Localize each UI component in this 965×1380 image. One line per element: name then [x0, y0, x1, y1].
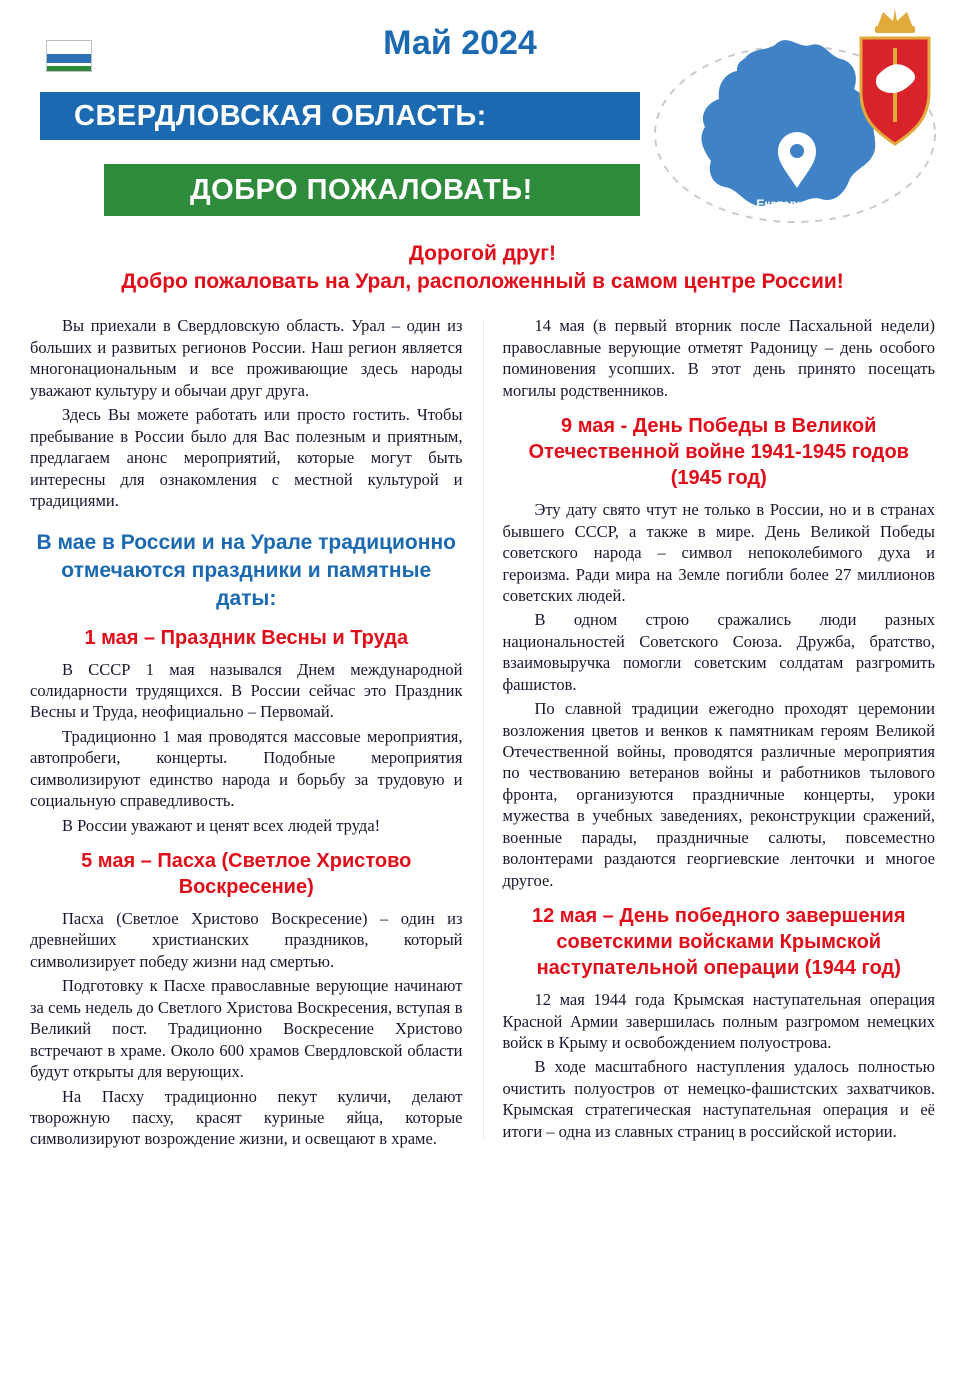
crown-band [875, 26, 915, 33]
heading-may-1: 1 мая – Праздник Весны и Труда [84, 626, 409, 649]
welcome-banner-label: ДОБРО ПОЖАЛОВАТЬ! [190, 173, 533, 206]
section-heading-may-holidays: В мае в России и на Урале традиционно отмечаются праздники и памятные даты: [36, 531, 456, 610]
greeting-line-2: Добро пожаловать на Урал, расположенный в самом центре России! [121, 269, 844, 293]
paragraph-crimea-2: В ходе масштабного наступления удалось полностью очистить полуостров от немецко-фашистских захватчиков. Крымская стратегическая наступательная операция и её итоги – одна из славных страниц в российской истории. [502, 1057, 935, 1141]
paragraph-crimea-1: 12 мая 1944 года Крымская наступательная операция Красной Армии завершилась полным разгромом немецких войск в Крыму и освобождением полуострова. [502, 990, 935, 1052]
issue-date: Май 2024 [383, 24, 537, 62]
paragraph-intro-1: Вы приехали в Свердловскую область. Урал – один из больших и развитых регионов России. Наш регион является многонациональным и все проживающие здесь народы уважают культуру и обычаи друг друга. [30, 316, 463, 400]
heading-may-12-crimea: 12 мая – День победного завершения советскими войсками Крымской наступательной операции (1944 год) [531, 905, 906, 980]
paragraph-easter-2: Подготовку к Пасхе православные верующие начинают за семь недель до Светлого Христова Воскресения, вступая в Великий пост. Традиционно Воскресение Христово встречают в храме. Около 600 храмов Свердловской области будут открыты для верующих. [30, 976, 463, 1082]
heading-may-9-victory-day: 9 мая - День Победы в Великой Отечественной войне 1941-1945 годов (1945 год) [528, 415, 909, 490]
flag-stripe-white [47, 41, 91, 54]
paragraph-radonitsa: 14 мая (в первый вторник после Пасхальной недели) православные верующие отметят Радоницу – день особого поминовения усопших. В этот день принято посещать могилы родственников. [502, 316, 935, 400]
crown-icon [877, 9, 913, 28]
coat-of-arms-graphic [851, 4, 939, 152]
welcome-banner [104, 164, 640, 216]
greeting [0, 240, 965, 295]
coat-of-arms [851, 4, 939, 152]
paragraph-intro-2: Здесь Вы можете работать или просто гостить. Чтобы пребывание в России было для Вас полезным и приятным, предлагаем анонс мероприятий, которые могут быть интересны для ознакомления с местной культурой и традициями. [30, 405, 463, 510]
heading-may-5-easter: 5 мая – Пасха (Светлое Христово Воскресение) [81, 850, 412, 899]
flag-stripe-green [47, 66, 91, 71]
flag-stripe-blue [47, 54, 91, 63]
paragraph-may1-3: В России уважают и ценят всех людей труда! [62, 815, 381, 835]
paragraph-may1-2: Традиционно 1 мая проводятся массовые мероприятия, автопробеги, концерты. Подобные мероприятия символизируют единство народа и борьбу за трудовую и социальную справедливость. [30, 726, 463, 811]
location-pin-hole [790, 144, 804, 158]
left-column [30, 315, 463, 1152]
sverdlovsk-region-shape [701, 40, 875, 206]
paragraph-easter-3: На Пасху традиционно пекут куличи, делают творожную пасху, красят куриные яйца, которые символизируют возрождение жизни, и освещают в храме. [30, 1086, 463, 1149]
greeting-line-1: Дорогой друг! [408, 242, 557, 265]
sverdlovsk-flag-icon [46, 40, 92, 72]
paragraph-easter-1: Пасха (Светлое Христово Воскресение) – один из древнейших христианских праздников, который символизирует победу жизни над смертью. [30, 909, 463, 971]
region-banner-label: СВЕРДЛОВСКАЯ ОБЛАСТЬ: [74, 99, 487, 132]
header [0, 0, 965, 232]
region-banner [40, 92, 640, 140]
paragraph-victory-3: По славной традиции ежегодно проходят церемонии возложения цветов и венков к памятникам героям Великой Отечественной войны, проводятся различные мероприятия по чествованию ветеранов войны и работников тылового фронта, организуются праздничные концерты, уроки мужества в учебных заведениях, реконструкции сражений, военные парады, праздничные салюты, повсеместно волонтерами раздаются георгиевские ленточки и многое другое. [502, 699, 935, 890]
article-columns [0, 315, 965, 1152]
map-city-label: Екатеринбург [756, 197, 838, 211]
paragraph-victory-2: В одном строю сражались люди разных национальностей Советского Союза. Дружба, братство, взаимовыручка помогли советским солдатам разгромить фашистов. [502, 610, 935, 694]
paragraph-may1-1: В СССР 1 мая назывался Днем международной солидарности трудящихся. В России сейчас это Праздник Весны и Труда, неофициально – Первомай. [30, 659, 463, 722]
right-column [503, 315, 936, 1152]
paragraph-victory-1: Эту дату свято чтут не только в России, но и в странах бывшего СССР, а также в мире. День Великой Победы советского народа – символ непоколебимого духа и героизма. Ради мира на Земле погибли более 27 миллионов советских людей. [502, 500, 935, 605]
